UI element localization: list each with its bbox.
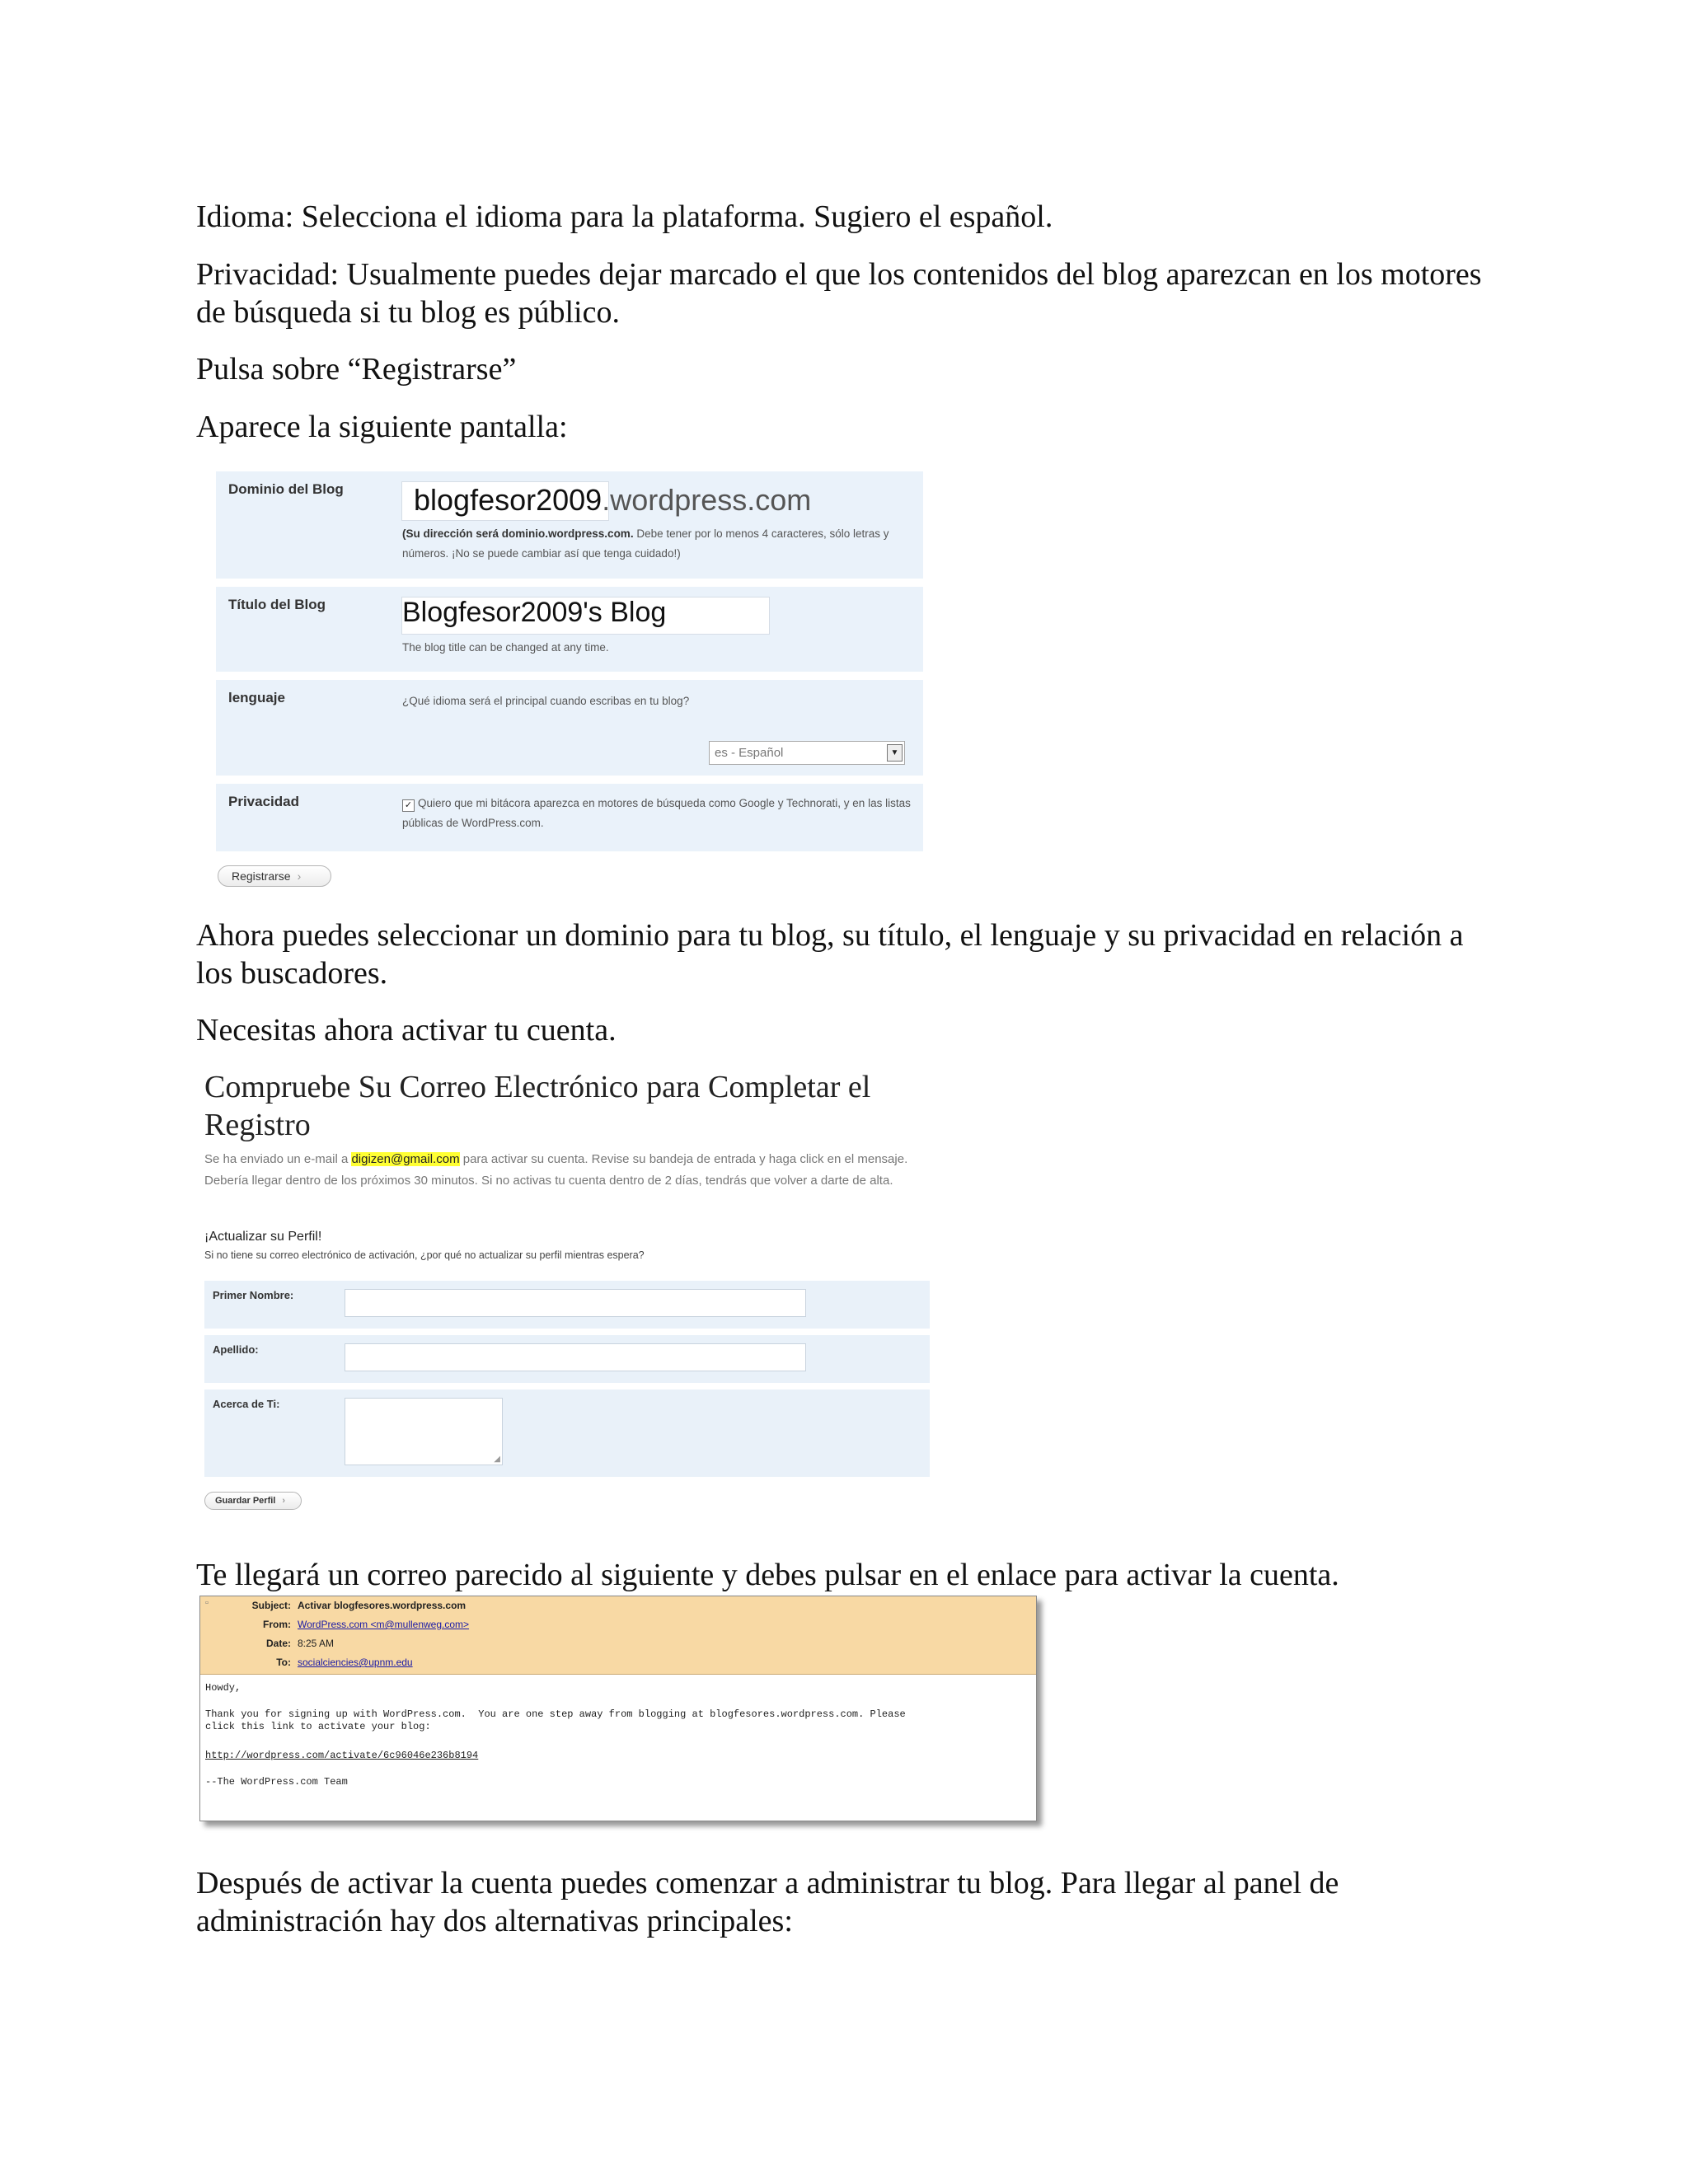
privacy-label: Privacidad	[228, 794, 299, 809]
to-label: To:	[276, 1657, 291, 1668]
about-row	[204, 1390, 930, 1477]
first-name-input[interactable]	[345, 1289, 806, 1317]
privacy-text: Quiero que mi bitácora aparezca en motores de búsqueda como Google y Technorati, y en las listas públicas de WordPress.com.	[402, 797, 911, 829]
check-email-title: Compruebe Su Correo Electrónico para Completar el Registro	[204, 1070, 871, 1142]
title-value: Blogfesor2009's Blog	[402, 597, 667, 628]
highlighted-email: digizen@gmail.com	[351, 1152, 460, 1166]
chevron-right-icon: ›	[297, 869, 302, 883]
from-link[interactable]: WordPress.com <m@mullenweg.com>	[298, 1619, 470, 1630]
last-name-input[interactable]	[345, 1343, 806, 1371]
subject-value: Activar blogfesores.wordpress.com	[298, 1600, 467, 1611]
register-button[interactable]: Registrarse ›	[218, 865, 331, 887]
save-profile-button[interactable]: Guardar Perfil ›	[204, 1492, 302, 1510]
activation-link[interactable]: http://wordpress.com/activate/6c96046e236b8194	[205, 1750, 479, 1761]
language-select[interactable]: es - Español ▼	[709, 741, 905, 765]
paragraph-idioma: Idioma: Selecciona el idioma para la plataforma. Sugiero el español.	[196, 199, 1053, 234]
paragraph-activar: Necesitas ahora activar tu cuenta.	[196, 1013, 617, 1047]
paragraph-correo: Te llegará un correo parecido al siguiente y debes pulsar en el enlace para activar la cuenta.	[196, 1558, 1339, 1592]
paragraph-registrarse: Pulsa sobre “Registrarse”	[196, 352, 517, 387]
paragraph-pantalla: Aparece la siguiente pantalla:	[196, 410, 568, 444]
dropdown-arrow-icon: ▼	[887, 744, 903, 762]
resize-grip-icon: ◢	[494, 1455, 500, 1464]
last-name-label: Apellido:	[213, 1343, 259, 1356]
domain-help: (Su dirección será dominio.wordpress.com. Debe tener por lo menos 4 caracteres, sólo letras y números. ¡No se puede cambiar así que tenga cuidado!)	[402, 527, 889, 560]
email-screenshot	[199, 1596, 1043, 1835]
signup-form-screenshot	[216, 471, 925, 892]
title-label: Título del Blog	[228, 597, 326, 612]
about-label: Acerca de Ti:	[213, 1398, 280, 1410]
paragraph-ahora: Ahora puedes seleccionar un dominio para tu blog, su título, el lenguaje y su privacidad en relación a los buscadores.	[196, 918, 1464, 991]
date-value: 8:25 AM	[298, 1638, 335, 1649]
from-label: From:	[263, 1619, 291, 1630]
domain-row	[216, 471, 923, 579]
title-help: The blog title can be changed at any time.	[402, 641, 609, 654]
language-help: ¿Qué idioma será el principal cuando escribas en tu blog?	[402, 695, 690, 707]
email-greeting: Howdy,	[205, 1682, 241, 1694]
last-name-row	[204, 1335, 930, 1383]
paragraph-privacidad: Privacidad: Usualmente puedes dejar marcado el que los contenidos del blog aparezcan en los motores de búsqueda si tu blog es público.	[196, 257, 1482, 330]
email-body-line1: Thank you for signing up with WordPress.com. You are one step away from blogging at blogfesores.wordpress.com. Please	[205, 1708, 906, 1720]
profile-subtext: Si no tiene su correo electrónico de activación, ¿por qué no actualizar su perfil mientras espera?	[204, 1249, 645, 1261]
domain-suffix: .wordpress.com	[602, 483, 812, 517]
check-email-screenshot	[203, 1063, 953, 1516]
email-body-line2: click this link to activate your blog:	[205, 1721, 431, 1732]
privacy-row	[216, 784, 923, 851]
about-textarea[interactable]	[345, 1398, 503, 1465]
first-name-label: Primer Nombre:	[213, 1289, 294, 1301]
title-row	[216, 587, 923, 672]
paragraph-despues: Después de activar la cuenta puedes comenzar a administrar tu blog. Para llegar al panel de administración hay dos alternativas principales:	[196, 1866, 1339, 1938]
email-header	[200, 1596, 1036, 1675]
language-label: lenguaje	[228, 690, 285, 705]
check-email-message: Se ha enviado un e-mail a digizen@gmail.com para activar su cuenta. Revise su bandeja de entrada y haga click en el mensaje. Debería llegar dentro de los próximos 30 minutos. Si no activas tu cuenta dentro de 2 días, tendrás que volver a darte de alta.	[204, 1152, 908, 1188]
profile-heading: ¡Actualizar su Perfil!	[204, 1230, 322, 1244]
language-row	[216, 680, 923, 776]
subject-label: Subject:	[251, 1600, 291, 1611]
collapse-icon[interactable]: ▫	[205, 1598, 209, 1608]
to-link[interactable]: socialciencies@upnm.edu	[298, 1657, 413, 1668]
privacy-checkbox[interactable]: ✓	[402, 799, 415, 812]
first-name-row	[204, 1281, 930, 1329]
domain-label: Dominio del Blog	[228, 481, 344, 497]
date-label: Date:	[265, 1638, 291, 1649]
email-signoff: --The WordPress.com Team	[205, 1776, 348, 1788]
domain-value: blogfesor2009	[414, 483, 603, 517]
chevron-right-icon: ›	[282, 1496, 286, 1506]
